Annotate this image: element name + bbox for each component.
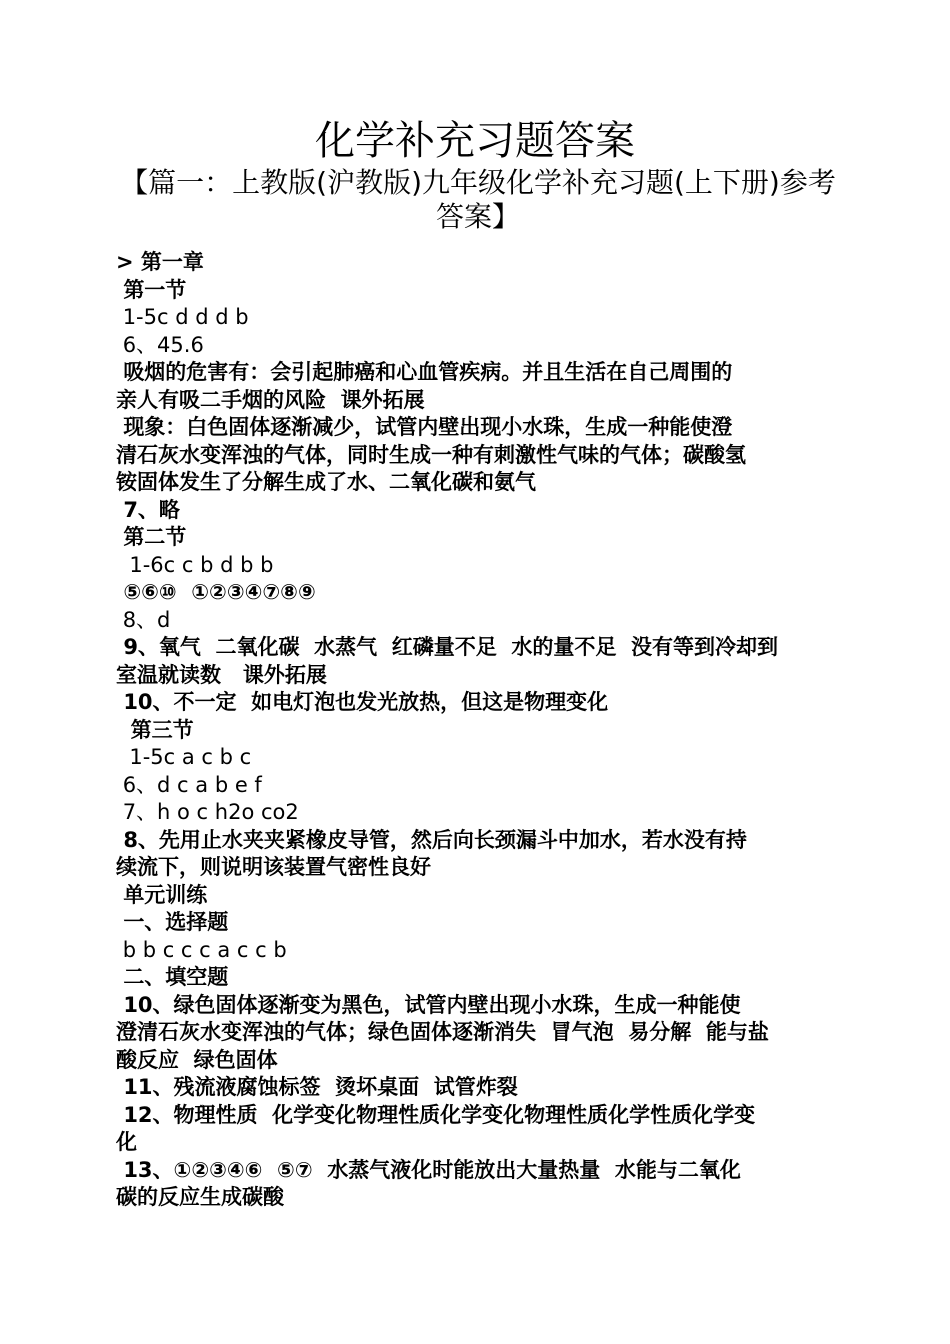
answer-line: 铵固体发生了分解生成了水、二氧化碳和氨气 [116, 470, 536, 494]
answer-line: ⑤⑥⑩ ①②③④⑦⑧⑨ [116, 580, 316, 604]
answer-line: 二、填空题 [116, 965, 229, 989]
answer-line: 6、d c a b e f [116, 772, 262, 797]
answer-line: > 第一章 [116, 250, 204, 274]
answer-line: 现象：白色固体逐渐减少，试管内壁出现小水珠，生成一种能使澄 [116, 415, 733, 439]
answer-line: 13、①②③④⑥ ⑤⑦ 水蒸气液化时能放出大量热量 水能与二氧化 [116, 1157, 741, 1182]
answer-line: 单元训练 [116, 882, 208, 907]
answer-line: 第二节 [116, 525, 187, 549]
answer-line: 1-5c d d d b [116, 305, 249, 329]
answer-line: 第三节 [116, 717, 194, 742]
answer-line: 1-5c a c b c [116, 745, 252, 769]
answer-line: 7、略 [116, 497, 180, 522]
answer-line: 第一节 [116, 277, 187, 302]
answer-line: 11、残流液腐蚀标签 烫坏桌面 试管炸裂 [116, 1075, 518, 1099]
answer-line: 室温就读数 课外拓展 [116, 662, 327, 687]
answer-line: 一、选择题 [116, 910, 229, 934]
answer-line: 化 [116, 1130, 137, 1154]
answer-line: 清石灰水变浑浊的气体，同时生成一种有刺激性气味的气体；碳酸氢 [116, 442, 746, 467]
answer-line: 澄清石灰水变浑浊的气体；绿色固体逐渐消失 冒气泡 易分解 能与盐 [116, 1020, 769, 1044]
answer-line: 8、d [116, 607, 171, 632]
answer-content [116, 249, 838, 1212]
document-title: 化学补充习题答案 [315, 118, 635, 164]
answer-line: 12、物理性质 化学变化物理性质化学变化物理性质化学性质化学变 [116, 1102, 756, 1127]
answer-line: 7、h o c h2o co2 [116, 800, 299, 824]
answer-line: 亲人有吸二手烟的风险 课外拓展 [116, 387, 425, 412]
answer-line: b b c c c a c c b [116, 937, 287, 962]
answer-line: 8、先用止水夹夹紧橡皮导管，然后向长颈漏斗中加水，若水没有持 [116, 827, 747, 852]
answer-line: 10、不一定 如电灯泡也发光放热，但这是物理变化 [116, 690, 609, 714]
answer-line: 9、氧气 二氧化碳 水蒸气 红磷量不足 水的量不足 没有等到冷却到 [116, 635, 779, 659]
answer-line: 续流下，则说明该装置气密性良好 [116, 855, 431, 879]
answer-line: 吸烟的危害有：会引起肺癌和心血管疾病。并且生活在自己周围的 [116, 360, 733, 384]
answer-line: 酸反应 绿色固体 [116, 1047, 278, 1072]
answer-line: 碳的反应生成碳酸 [116, 1185, 284, 1209]
document-subtitle: 【篇一：上教版(沪教版)九年级化学补充习题(上下册)参考答案】 [120, 166, 836, 233]
answer-line: 10、绿色固体逐渐变为黑色，试管内壁出现小水珠，生成一种能使 [116, 992, 741, 1017]
answer-line: 6、45.6 [116, 332, 204, 357]
answer-line: 1-6c c b d b b [116, 552, 274, 577]
